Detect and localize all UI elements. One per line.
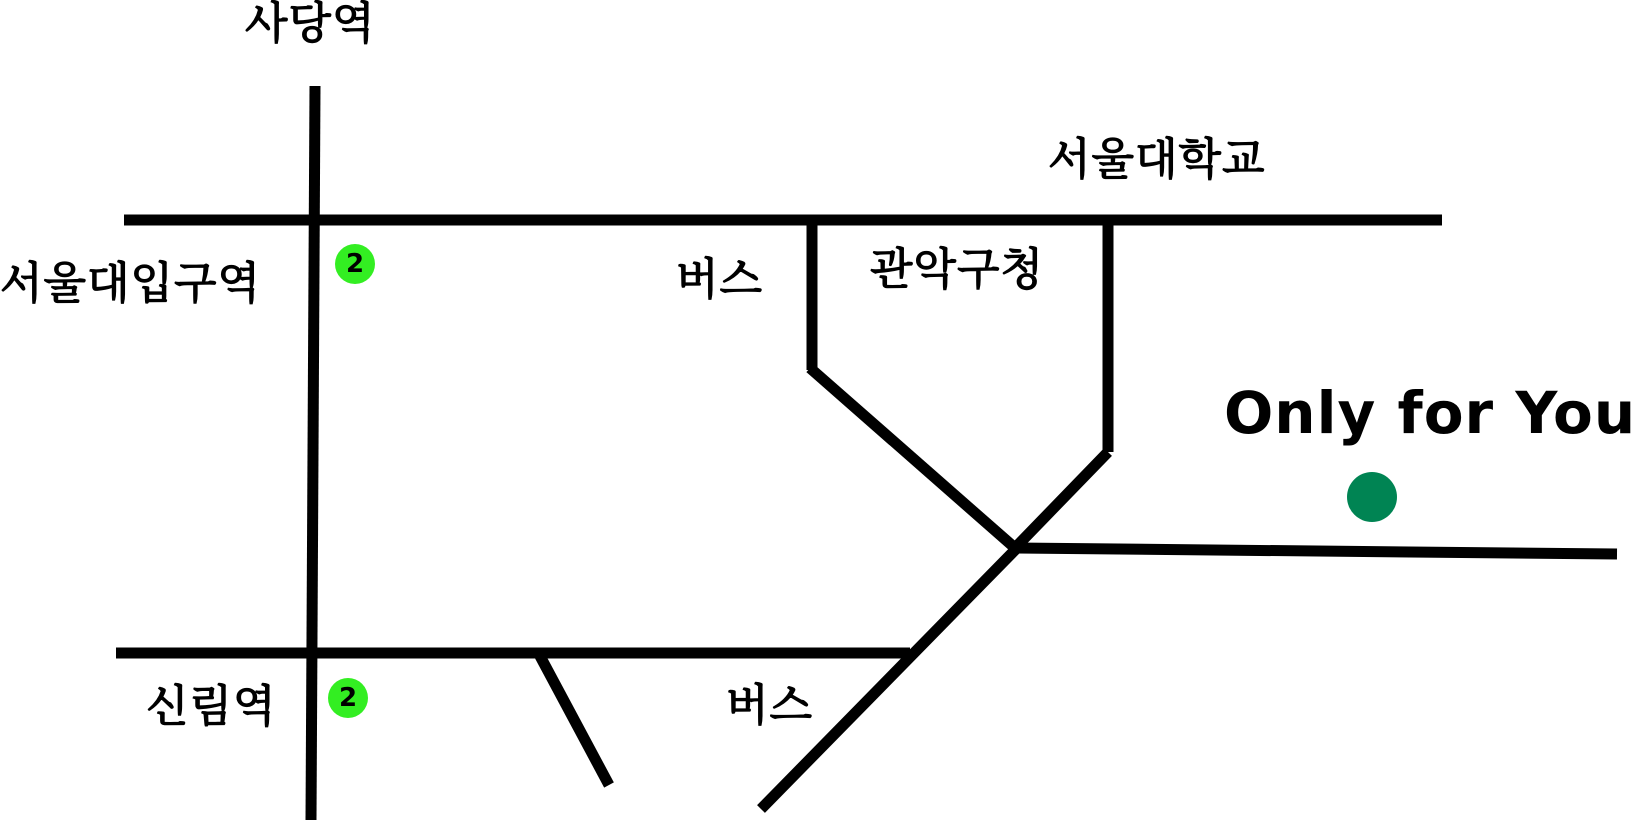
label-sillim-station: 신림역: [146, 681, 277, 732]
road-bottom-branch: [540, 656, 609, 785]
road-diagonal-left: [810, 368, 1015, 548]
road-diagonal-right-upper: [1013, 452, 1108, 550]
label-gwanak-district-office: 관악구청: [870, 244, 1045, 295]
road-diagonal-long: [761, 548, 1017, 809]
road-destination-horizontal: [1013, 548, 1617, 554]
label-snu-entrance-station: 서울대입구역: [0, 258, 262, 309]
line-2-icon: 2: [328, 678, 368, 718]
label-bus-bottom: 버스: [726, 680, 814, 731]
label-bus-top: 버스: [676, 254, 764, 305]
label-seoul-national-university: 서울대학교: [1048, 134, 1266, 185]
destination-marker-icon: [1347, 472, 1397, 522]
label-sadang-station: 사당역: [245, 0, 376, 49]
line-2-icon: 2: [335, 244, 375, 284]
label-destination: Only for You: [1224, 379, 1637, 447]
road-sadang-vertical: [311, 86, 315, 820]
